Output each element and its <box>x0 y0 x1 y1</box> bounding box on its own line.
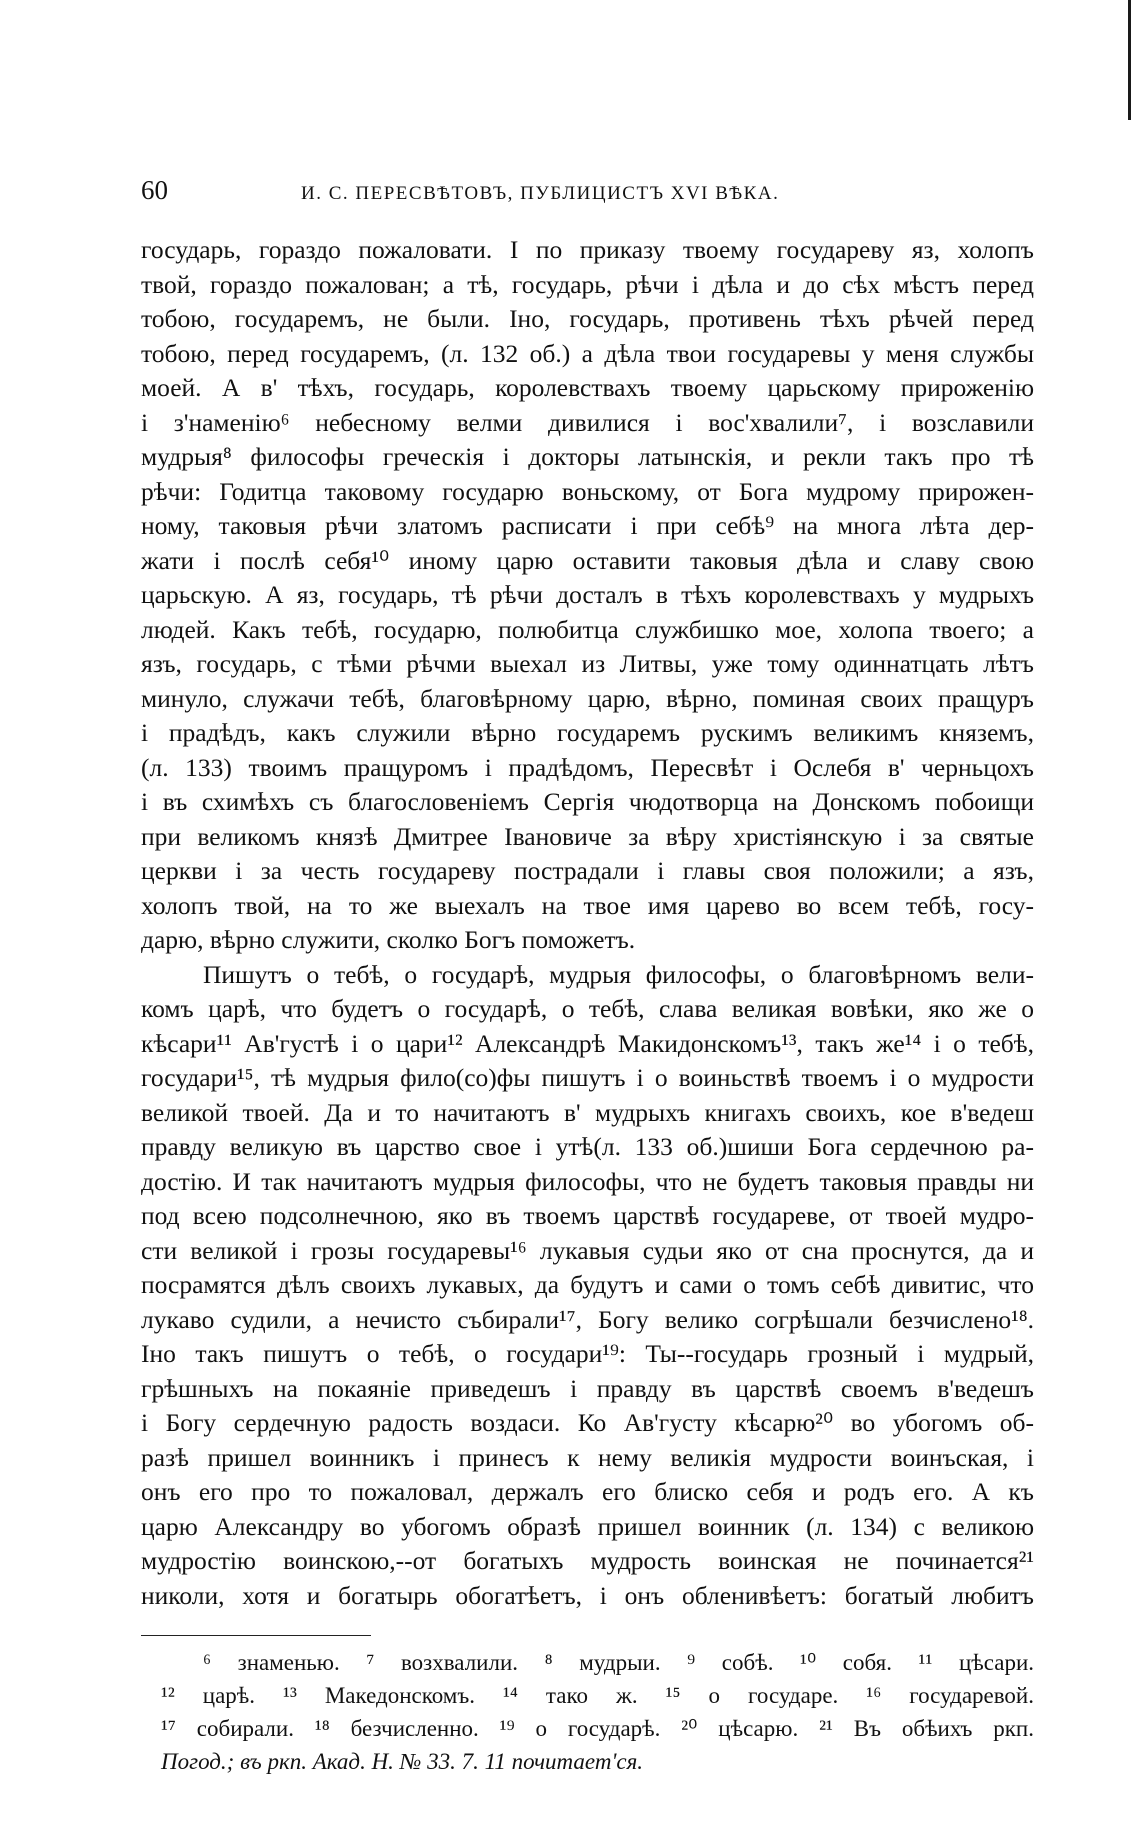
page-edge-mark <box>1128 0 1131 120</box>
text-line: і прадѣдъ, какъ служили вѣрно государемъ рускимъ великимъ княземъ, <box>141 718 1034 747</box>
text-line: дарю, вѣрно служити, сколко Богъ поможетъ. <box>141 925 636 954</box>
text-line: і з'наменію⁶ небесному велми дивилися і вос'хвалили⁷, і возславили <box>141 407 1034 437</box>
book-page <box>141 175 1034 1778</box>
text-line: при великомъ князѣ Дмитрее Івановиче за вѣру христіянскую і за святые <box>141 821 1034 851</box>
text-line: Іно такъ пишутъ о тебѣ, о государи¹⁹: Ты--государь грозный і мудрый, <box>141 1339 1034 1368</box>
text-line: великой твоей. Да и то начитаютъ в' мудрыхъ книгахъ своихъ, кое в'ведеш <box>141 1097 1034 1127</box>
text-line: жати і послѣ себя¹⁰ иному царю оставити таковыя дѣла и славу свою <box>141 545 1034 575</box>
text-line: тобою, государемъ, не были. Іно, государь, противень тѣхъ рѣчей перед <box>141 304 1034 333</box>
text-line: посрамятся дѣлъ своихъ лукавых, да будутъ и сами о томъ себѣ дивитис, что <box>141 1270 1034 1299</box>
footnote-line: ⁶ знаменью. ⁷ возхвалили. ⁸ мудрыи. ⁹ собѣ. ¹⁰ собя. ¹¹ цѣсари. <box>203 1650 1034 1675</box>
text-line: рѣчи: Годитца таковому государю воньскому, от Бога мудрому прирожен- <box>141 476 1034 506</box>
text-line: і въ схимѣхъ съ благословеніемъ Сергія чюдотворца на Донскомъ побоищи <box>141 787 1034 816</box>
footnote-line: Погод.; въ ркп. Акад. Н. № 33. 7. 11 почитает'ся. <box>161 1749 644 1774</box>
paragraph-start-line: Пишутъ о тебѣ, о государѣ, мудрыя философы, о благовѣрномъ вели- <box>203 959 1034 989</box>
text-line: правду великую въ царство свое і утѣ(л. 133 об.)шиши Бога сердечною ра- <box>141 1132 1034 1161</box>
text-line: грѣшныхъ на покаяніе приведешъ і правду въ царствѣ своемъ в'ведешъ <box>141 1373 1034 1403</box>
text-line: сти великой і грозы государевы¹⁶ лукавыя судьи яко от сна проснутся, да и <box>141 1235 1034 1265</box>
text-line: людей. Какъ тебѣ, государю, полюбитца службишко мое, холопа твоего; а <box>141 614 1034 644</box>
page-number: 60 <box>141 175 168 205</box>
text-line: николи, хотя и богатырь обогатѣетъ, і онъ обленивѣетъ: богатый любитъ <box>141 1580 1034 1610</box>
text-line: разѣ пришел воинникъ і принесъ к нему великія мудрости воинъская, і <box>141 1442 1034 1472</box>
text-line: кѣсари¹¹ Ав'густѣ і о цари¹² Александрѣ Макидонскомъ¹³, такъ же¹⁴ і о тебѣ, <box>141 1028 1034 1058</box>
text-line: под всею подсолнечною, яко въ твоемъ царствѣ государеве, от твоей мудро- <box>141 1201 1034 1230</box>
text-line: язъ, государь, с тѣми рѣчми выехал из Литвы, уже тому одиннатцать лѣтъ <box>141 649 1034 678</box>
text-line: моей. А в' тѣхъ, государь, королевствахъ твоему царьскому прироженію <box>141 373 1034 402</box>
text-line: лукаво судили, а нечисто събирали¹⁷, Богу велико согрѣшали безчислено¹⁸. <box>141 1304 1034 1334</box>
text-line: (л. 133) твоимъ пращуромъ і прадѣдомъ, Пересвѣт і Ослебя в' черньцохъ <box>141 752 1034 782</box>
text-line: комъ царѣ, что будетъ о государѣ, о тебѣ, слава великая вовѣки, яко же о <box>141 994 1034 1023</box>
text-line: государи¹⁵, тѣ мудрыя фило(со)фы пишутъ і о воиньствѣ твоемъ і о мудрости <box>141 1063 1034 1092</box>
footnote-line: ¹² царѣ. ¹³ Македонскомъ. ¹⁴ тако ж. ¹⁵ о государе. ¹⁶ государевой. <box>161 1683 1034 1708</box>
text-line: царьскую. А яз, государь, тѣ рѣчи досталъ в тѣхъ королевствахъ у мудрыхъ <box>141 580 1034 609</box>
footnotes <box>141 1646 1034 1778</box>
text-line: мудрыя⁸ философы греческія і докторы латынскія, и рекли такъ про тѣ <box>141 442 1034 471</box>
footnote-divider <box>141 1635 371 1636</box>
text-line: і Богу сердечную радость воздаси. Ко Ав'густу кѣсарю²⁰ во убогомъ об- <box>141 1408 1034 1437</box>
text-line: достію. И так начитаютъ мудрыя философы, что не будетъ таковыя правды ни <box>141 1166 1034 1196</box>
text-line: твой, гораздо пожалован; а тѣ, государь, рѣчи і дѣла и до сѣх мѣстъ перед <box>141 269 1034 299</box>
text-line: церкви і за честь государеву пострадали і главы своя положили; а язъ, <box>141 856 1034 885</box>
text-line: ному, таковыя рѣчи златомъ расписати і при себѣ⁹ на многа лѣта дер- <box>141 511 1034 540</box>
page-header <box>141 175 1034 219</box>
text-line: мудростію воинскою,--от богатыхъ мудрость воинская не починается²¹ <box>141 1546 1034 1575</box>
text-line: тобою, перед государемъ, (л. 132 об.) а дѣла твои государевы у меня службы <box>141 338 1034 368</box>
text-line: царю Александру во убогомъ образѣ пришел воинник (л. 134) с великою <box>141 1511 1034 1541</box>
text-line: минуло, служачи тебѣ, благовѣрному царю, вѣрно, поминая своих пращуръ <box>141 683 1034 713</box>
running-title: И. С. ПЕРЕСВѢТОВЪ, ПУБЛИЦИСТЪ XVI ВѢКА. <box>301 183 780 204</box>
text-line: онъ его про то пожаловал, держалъ его блиско себя и родъ его. А къ <box>141 1477 1034 1506</box>
main-text <box>141 233 1034 1613</box>
footnote-line: ¹⁷ собирали. ¹⁸ безчисленно. ¹⁹ о государѣ. ²⁰ цѣсарю. ²¹ Въ обѣихъ ркп. <box>161 1716 1034 1741</box>
text-line: холопъ твой, на то же выехалъ на твое имя царево во всем тебѣ, госу- <box>141 890 1034 920</box>
text-line: государь, гораздо пожаловати. І по приказу твоему государеву яз, холопъ <box>141 235 1034 264</box>
